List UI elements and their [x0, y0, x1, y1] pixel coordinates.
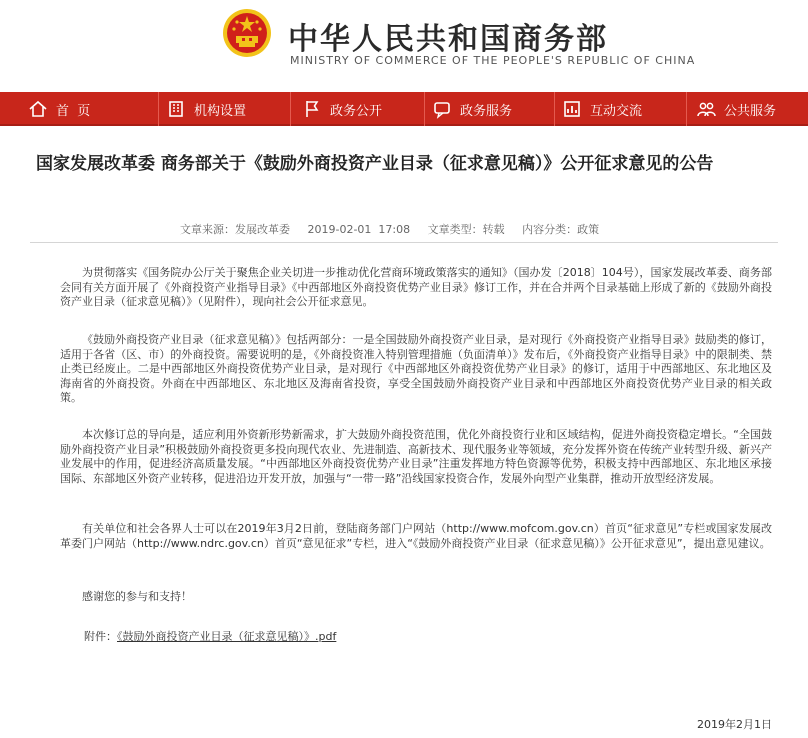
national-emblem-icon[interactable] [222, 8, 272, 58]
article-paragraph: 为贯彻落实《国务院办公厅关于聚焦企业关切进一步推动优化营商环境政策落实的通知》（国办发〔2018〕104号），国家发展改革委、商务部会同有关方面开展了《外商投资产业指导目录》《中西部地区外商投资优势产业目录》修订工作，并在合并两个目录基础上形成了新的《鼓励外商投资产业目录（征求意见稿）》（见附件），现向社会公开征求意见。 [60, 266, 772, 308]
building-icon [166, 99, 186, 119]
article-category: 内容分类：政策 [522, 223, 600, 236]
nav-item-government-affairs[interactable] [302, 92, 382, 126]
nav-label-organization: 机构设置 [194, 103, 247, 119]
nav-label-home: 首 页 [56, 103, 91, 119]
people-icon [696, 99, 716, 119]
article-paragraph: 有关单位和社会各界人士可以在2019年3月2日前，登陆商务部门户网站（http://www.mofcom.gov.cn）首页“征求意见”专栏或国家发展改革委门户网站（http://www.ndrc.gov.cn）首页“意见征求”专栏，进入“《鼓励外商投资产业目录（征求意见稿）》公开征求意见”，提出意见建议。 [60, 522, 772, 550]
article-paragraph: 本次修订总的导向是，适应利用外资新形势新需求，扩大鼓励外商投资范围，优化外商投资行业和区域结构，促进外商投资稳定增长。“全国鼓励外商投资产业目录”积极鼓励外商投资更多投向现代农业、先进制造、高新技术、现代服务业等领域，充分发挥外资在传统产业转型升级、新兴产业发展中的作用，促进经济高质量发展。“中西部地区外商投资优势产业目录”注重发挥地方特色资源等优势，积极支持中西部地区、东北地区承接国际、东部地区外资产业转移，促进沿边开发开放，加强与“一带一路”沿线国家投资合作，发展外向型产业集群，推动开放型经济发展。 [60, 428, 772, 485]
nav-divider [158, 92, 159, 126]
attachment-row [84, 628, 336, 644]
main-nav [0, 92, 808, 126]
nav-divider [424, 92, 425, 126]
nav-divider [290, 92, 291, 126]
nav-label-government-affairs: 政务公开 [330, 103, 383, 119]
nav-item-public-services[interactable] [696, 92, 776, 126]
site-header [0, 0, 808, 92]
meta-divider [30, 242, 778, 243]
nav-item-home[interactable] [28, 92, 90, 126]
article-title: 国家发展改革委 商务部关于《鼓励外商投资产业目录（征求意见稿）》公开征求意见的公告 [36, 154, 714, 174]
nav-item-organization[interactable] [166, 92, 246, 126]
site-name-en: MINISTRY OF COMMERCE OF THE PEOPLE'S REPUBLIC OF CHINA [290, 54, 696, 67]
nav-label-interaction: 互动交流 [590, 103, 643, 119]
chat-icon [432, 99, 452, 119]
article-paragraph: 感谢您的参与和支持！ [82, 590, 192, 603]
article-meta [180, 221, 613, 237]
article-source: 文章来源：发展改革委 [180, 223, 290, 236]
article-datetime: 2019-02-01 17:08 [307, 223, 411, 236]
nav-item-government-services[interactable] [432, 92, 512, 126]
nav-divider [686, 92, 687, 126]
site-name-cn: 中华人民共和国商务部 [288, 22, 608, 57]
article-paragraph: 《鼓励外商投资产业目录（征求意见稿）》包括两部分：一是全国鼓励外商投资产业目录，是对现行《外商投资产业指导目录》鼓励类的修订，适用于各省（区、市）的外商投资。需要说明的是，《外商投资准入特别管理措施（负面清单）》发布后，《外商投资产业指导目录》中的限制类、禁止类已经废止。二是中西部地区外商投资优势产业目录，是对现行《中西部地区外商投资优势产业目录》的修订，适用于中西部地区、东北地区及海南省的外商投资。外商在中西部地区、东北地区及海南省投资，享受全国鼓励外商投资产业目录和中西部地区外商投资优势产业目录的相关政策。 [60, 333, 772, 404]
article-type: 文章类型：转载 [427, 223, 505, 236]
nav-label-government-services: 政务服务 [460, 103, 513, 119]
sign-date: 2019年2月1日 [697, 718, 772, 731]
attachment-link[interactable]: 《鼓励外商投资产业目录（征求意见稿）》.pdf [117, 630, 337, 643]
nav-item-interaction[interactable] [562, 92, 642, 126]
chart-icon [562, 99, 582, 119]
attachment-label: 附件： [84, 630, 117, 643]
home-icon [28, 99, 48, 119]
flag-icon [302, 99, 322, 119]
nav-label-public-services: 公共服务 [724, 103, 777, 119]
nav-divider [554, 92, 555, 126]
